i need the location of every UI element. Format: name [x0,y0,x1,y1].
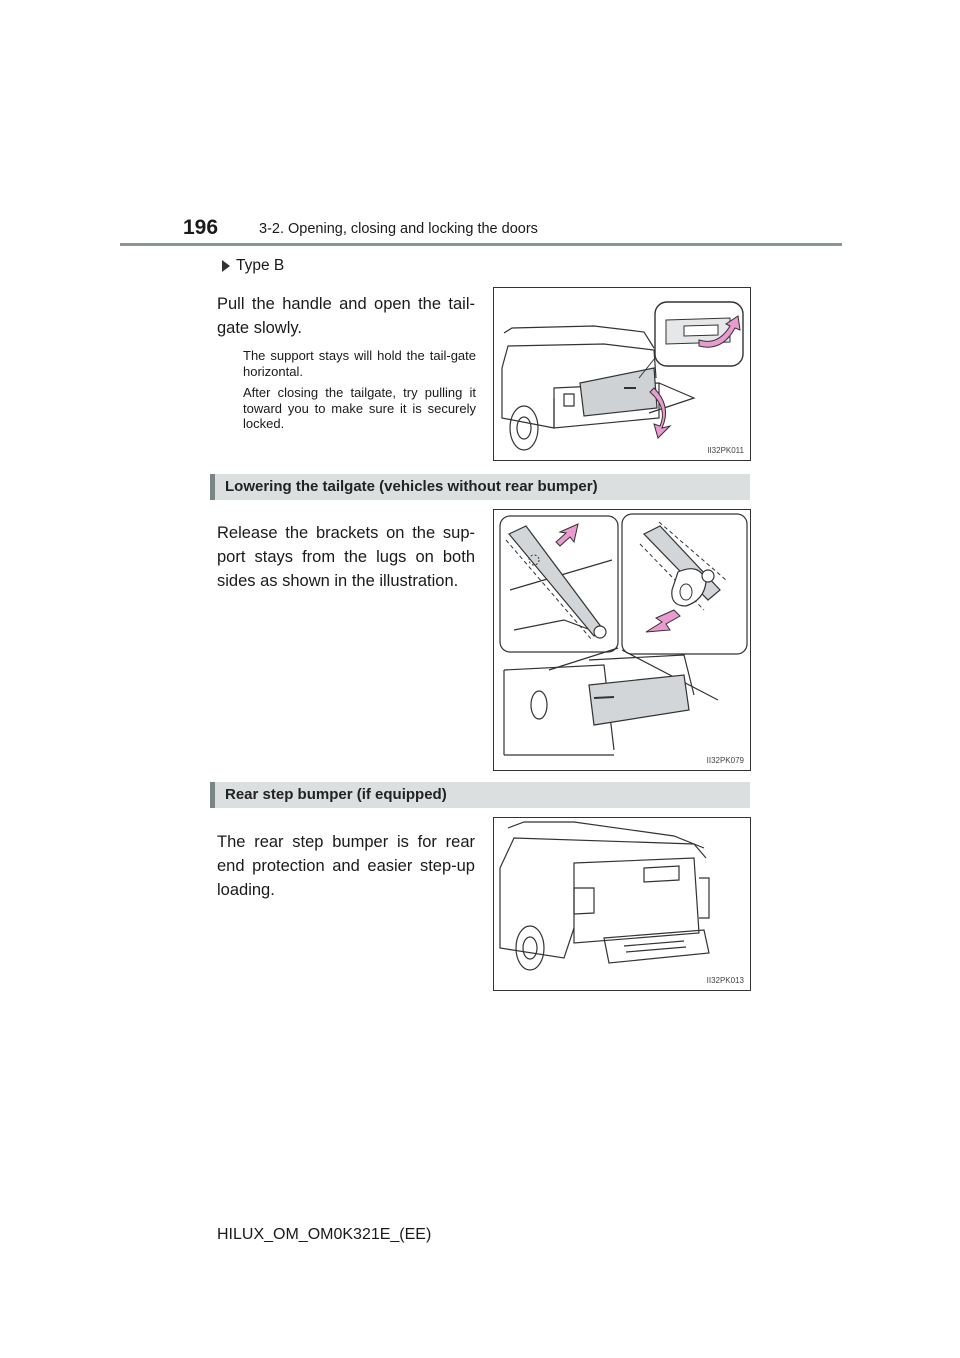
figure-lowering-tailgate [493,509,751,771]
figure-tailgate-open [493,287,751,461]
figure-code: II32PK013 [706,976,744,985]
tailgate-open-illustration [494,288,750,460]
heading-text: Lowering the tailgate (vehicles without rear bumper) [225,478,598,495]
type-b-note-2: After closing the tailgate, try pulling it toward you to make sure it is securely locked. [243,385,476,431]
type-b-instruction: Pull the handle and open the tail-gate slowly. [217,295,475,337]
heading-rear-step-bumper [210,782,750,808]
type-b-note-1: The support stays will hold the tail-gate horizontal. [243,348,476,379]
lowering-instruction: Release the brackets on the sup-port stays from the lugs on both sides as shown in the illustration. [217,524,475,590]
section-title: 3-2. Opening, closing and locking the doors [259,221,538,237]
heading-accent [210,474,215,500]
lowering-tailgate-illustration [494,510,750,770]
heading-text: Rear step bumper (if equipped) [225,786,447,803]
triangle-bullet-icon [222,260,230,272]
footer-doc-id: HILUX_OM_OM0K321E_(EE) [217,1226,432,1243]
rear-step-bumper-illustration [494,818,750,990]
figure-code: II32PK079 [706,756,744,765]
header-rule [120,243,842,246]
heading-accent [210,782,215,808]
heading-lowering-tailgate [210,474,750,500]
type-b-notes [243,348,476,438]
type-b-label-text: Type B [236,257,285,274]
figure-rear-step-bumper [493,817,751,991]
figure-code: II32PK011 [707,446,744,455]
step-bumper-instruction: The rear step bumper is for rear end protection and easier step-up loading. [217,833,475,899]
page-number: 196 [183,216,219,239]
type-b-label [222,257,284,275]
